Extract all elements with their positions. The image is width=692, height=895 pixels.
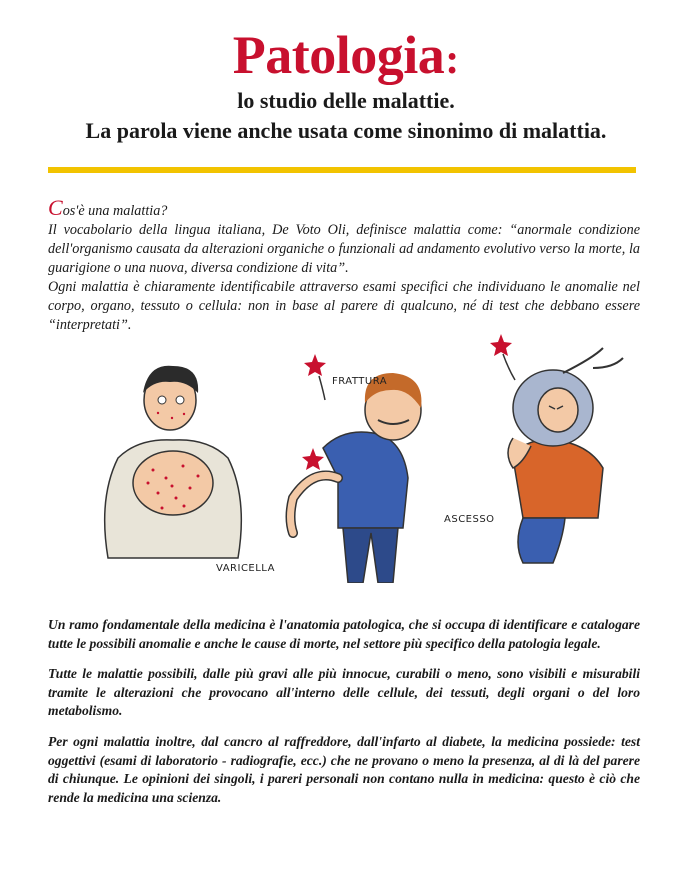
intro-paragraph-2: Ogni malattia è chiaramente identificabile attraverso esami specifici che individuano le anomalie nel corpo, organo, tessuto o cellula: non in base al parere di qualcuno, né di test che debbano essere “interpretati”. xyxy=(48,279,640,333)
caption-varicella: VARICELLA xyxy=(216,563,275,574)
intro-paragraph-1: Il vocabolario della lingua italiana, De Voto Oli, definisce malattia come: “anormale condizione dell'organismo causata da alterazioni organiche o funzionali ad andamento evolutivo verso la morte, la guarigione o una nuova, diversa condizione di vita”. xyxy=(48,222,640,276)
ascesso-illustration xyxy=(453,328,633,568)
yellow-divider xyxy=(48,167,636,173)
page-header xyxy=(0,25,692,144)
subtitle-line-2: La parola viene anche usata come sinonimo di malattia. xyxy=(85,118,607,143)
title-row xyxy=(0,25,692,85)
caption-ascesso: ASCESSO xyxy=(444,514,495,525)
intro-question-text: os'è una malattia? xyxy=(62,203,168,219)
drop-cap: C xyxy=(48,195,63,220)
intro-question xyxy=(48,195,640,221)
body-section xyxy=(48,616,640,819)
varicella-illustration xyxy=(88,358,258,578)
caption-frattura: FRATTURA xyxy=(332,376,388,387)
intro-section xyxy=(48,195,640,335)
body-paragraph-1: Un ramo fondamentale della medicina è l'anatomia patologica, che si occupa di identificare e catalogare tutte le possibili anomalie e anche le cause di morte, nel settore più specifico della patologia legale. xyxy=(48,617,640,651)
page-title: Patologia xyxy=(232,25,445,85)
body-paragraph-2: Tutte le malattie possibili, dalle più gravi alle più innocue, curabili o meno, sono visibili e misurabili tramite le alterazioni che provocano all'interno delle cellule, dei tessuti, degli organi o del loro metabolismo. xyxy=(48,666,640,719)
subtitle-line-1: lo studio delle malattie. xyxy=(237,88,455,113)
body-paragraph-3: Per ogni malattia inoltre, dal cancro al raffreddore, dall'infarto al diabete, la medicina possiede: test oggettivi (esami di laboratorio - radiografie, ecc.) che ne provano o meno la presenza, al di là del parere di chiunque. Le opinioni dei singoli, i pareri personali non contano nulla in medicina: questo è ciò che rende la medicina una scienza. xyxy=(48,733,640,805)
title-colon: : xyxy=(445,37,460,83)
illustrations-panel xyxy=(48,348,640,588)
